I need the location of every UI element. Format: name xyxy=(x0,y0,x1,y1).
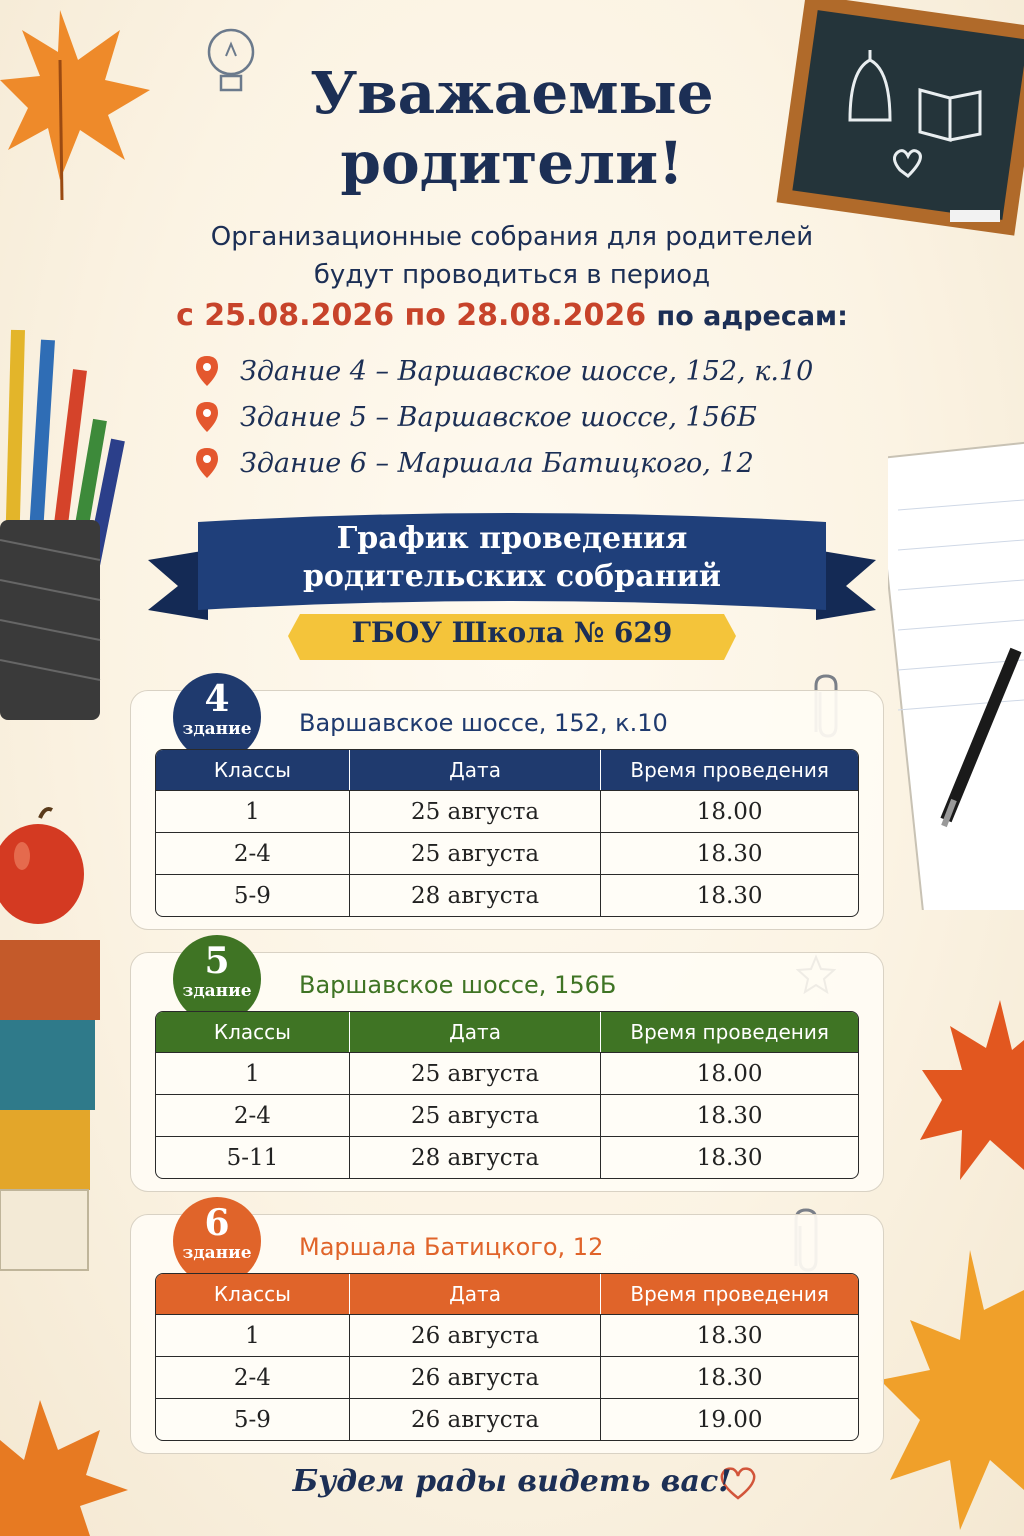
table-header-row xyxy=(156,1012,858,1052)
maple-leaf-icon xyxy=(0,1380,130,1536)
column-header: Дата xyxy=(350,1274,601,1314)
address-item xyxy=(196,348,813,394)
column-header: Время проведения xyxy=(601,1274,858,1314)
date-cell: 26 августа xyxy=(350,1398,601,1440)
title-line-1: Уважаемые xyxy=(310,59,714,127)
time-cell: 18.30 xyxy=(601,1094,858,1136)
intro-text xyxy=(0,218,1024,294)
date-cell: 25 августа xyxy=(350,1052,601,1094)
address-list xyxy=(196,348,813,486)
time-cell: 18.30 xyxy=(601,1356,858,1398)
time-cell: 18.30 xyxy=(601,1314,858,1356)
period-suffix: по адресам: xyxy=(656,301,848,332)
table-row xyxy=(156,1398,858,1440)
date-cell: 25 августа xyxy=(350,832,601,874)
class-cell: 2-4 xyxy=(156,832,350,874)
time-cell: 18.00 xyxy=(601,790,858,832)
building-number: 6 xyxy=(204,1202,230,1244)
building-card xyxy=(130,678,884,930)
building-badge xyxy=(173,1197,261,1285)
building-card xyxy=(130,1202,884,1454)
period-dates: с 25.08.2026 по 28.08.2026 xyxy=(176,298,647,333)
column-header: Дата xyxy=(350,750,601,790)
table-header-row xyxy=(156,1274,858,1314)
table-header-row xyxy=(156,750,858,790)
table-row xyxy=(156,1314,858,1356)
column-header: Время проведения xyxy=(601,750,858,790)
address-item xyxy=(196,394,813,440)
building-number: 4 xyxy=(204,678,230,720)
maple-leaf-icon xyxy=(920,990,1024,1200)
schedule-table xyxy=(155,1273,859,1441)
table-row xyxy=(156,1094,858,1136)
time-cell: 18.00 xyxy=(601,1052,858,1094)
column-header: Классы xyxy=(156,1012,350,1052)
table-row xyxy=(156,1052,858,1094)
building-label: здание xyxy=(182,981,252,1001)
pin-icon xyxy=(196,356,218,386)
pin-icon xyxy=(196,402,218,432)
table-row xyxy=(156,1356,858,1398)
table-row xyxy=(156,1136,858,1178)
class-cell: 5-11 xyxy=(156,1136,350,1178)
date-cell: 28 августа xyxy=(350,1136,601,1178)
class-cell: 1 xyxy=(156,790,350,832)
schedule-title-line-2: родительских собраний xyxy=(302,559,722,594)
class-cell: 2-4 xyxy=(156,1356,350,1398)
address-item xyxy=(196,440,813,486)
apple-icon xyxy=(0,806,90,926)
title-line-2: родители! xyxy=(340,129,684,197)
address-text: Здание 5 – Варшавское шоссе, 156Б xyxy=(240,401,757,433)
time-cell: 19.00 xyxy=(601,1398,858,1440)
class-cell: 5-9 xyxy=(156,874,350,916)
schedule-title-line-1: График проведения xyxy=(336,521,688,556)
schedule-title xyxy=(0,520,1024,596)
class-cell: 1 xyxy=(156,1052,350,1094)
date-cell: 25 августа xyxy=(350,1094,601,1136)
address-text: Здание 4 – Варшавское шоссе, 152, к.10 xyxy=(240,355,814,387)
building-address: Варшавское шоссе, 152, к.10 xyxy=(299,709,668,737)
page-title xyxy=(0,58,1024,198)
building-address: Варшавское шоссе, 156Б xyxy=(299,971,617,999)
building-label: здание xyxy=(182,719,252,739)
time-cell: 18.30 xyxy=(601,1136,858,1178)
building-badge xyxy=(173,673,261,761)
time-cell: 18.30 xyxy=(601,874,858,916)
time-cell: 18.30 xyxy=(601,832,858,874)
column-header: Дата xyxy=(350,1012,601,1052)
building-card xyxy=(130,940,884,1192)
schedule-table xyxy=(155,749,859,917)
column-header: Классы xyxy=(156,750,350,790)
class-cell: 2-4 xyxy=(156,1094,350,1136)
building-address: Маршала Батицкого, 12 xyxy=(299,1233,604,1261)
table-row xyxy=(156,790,858,832)
class-cell: 5-9 xyxy=(156,1398,350,1440)
building-number: 5 xyxy=(204,940,230,982)
date-cell: 25 августа xyxy=(350,790,601,832)
date-cell: 26 августа xyxy=(350,1314,601,1356)
date-cell: 28 августа xyxy=(350,874,601,916)
table-row xyxy=(156,874,858,916)
column-header: Время проведения xyxy=(601,1012,858,1052)
intro-line-1: Организационные собрания для родителей xyxy=(210,222,814,252)
date-cell: 26 августа xyxy=(350,1356,601,1398)
address-text: Здание 6 – Маршала Батицкого, 12 xyxy=(240,447,754,479)
footer-text: Будем рады видеть вас! xyxy=(292,1464,732,1499)
class-cell: 1 xyxy=(156,1314,350,1356)
books-stack-icon xyxy=(0,940,110,1280)
pin-icon xyxy=(196,448,218,478)
schedule-table xyxy=(155,1011,859,1179)
building-label: здание xyxy=(182,1243,252,1263)
pen-icon xyxy=(936,640,1024,830)
column-header: Классы xyxy=(156,1274,350,1314)
intro-line-2: будут проводиться в период xyxy=(313,260,711,290)
school-name: ГБОУ Школа № 629 xyxy=(351,616,673,649)
building-badge xyxy=(173,935,261,1023)
table-row xyxy=(156,832,858,874)
period-line xyxy=(0,298,1024,333)
